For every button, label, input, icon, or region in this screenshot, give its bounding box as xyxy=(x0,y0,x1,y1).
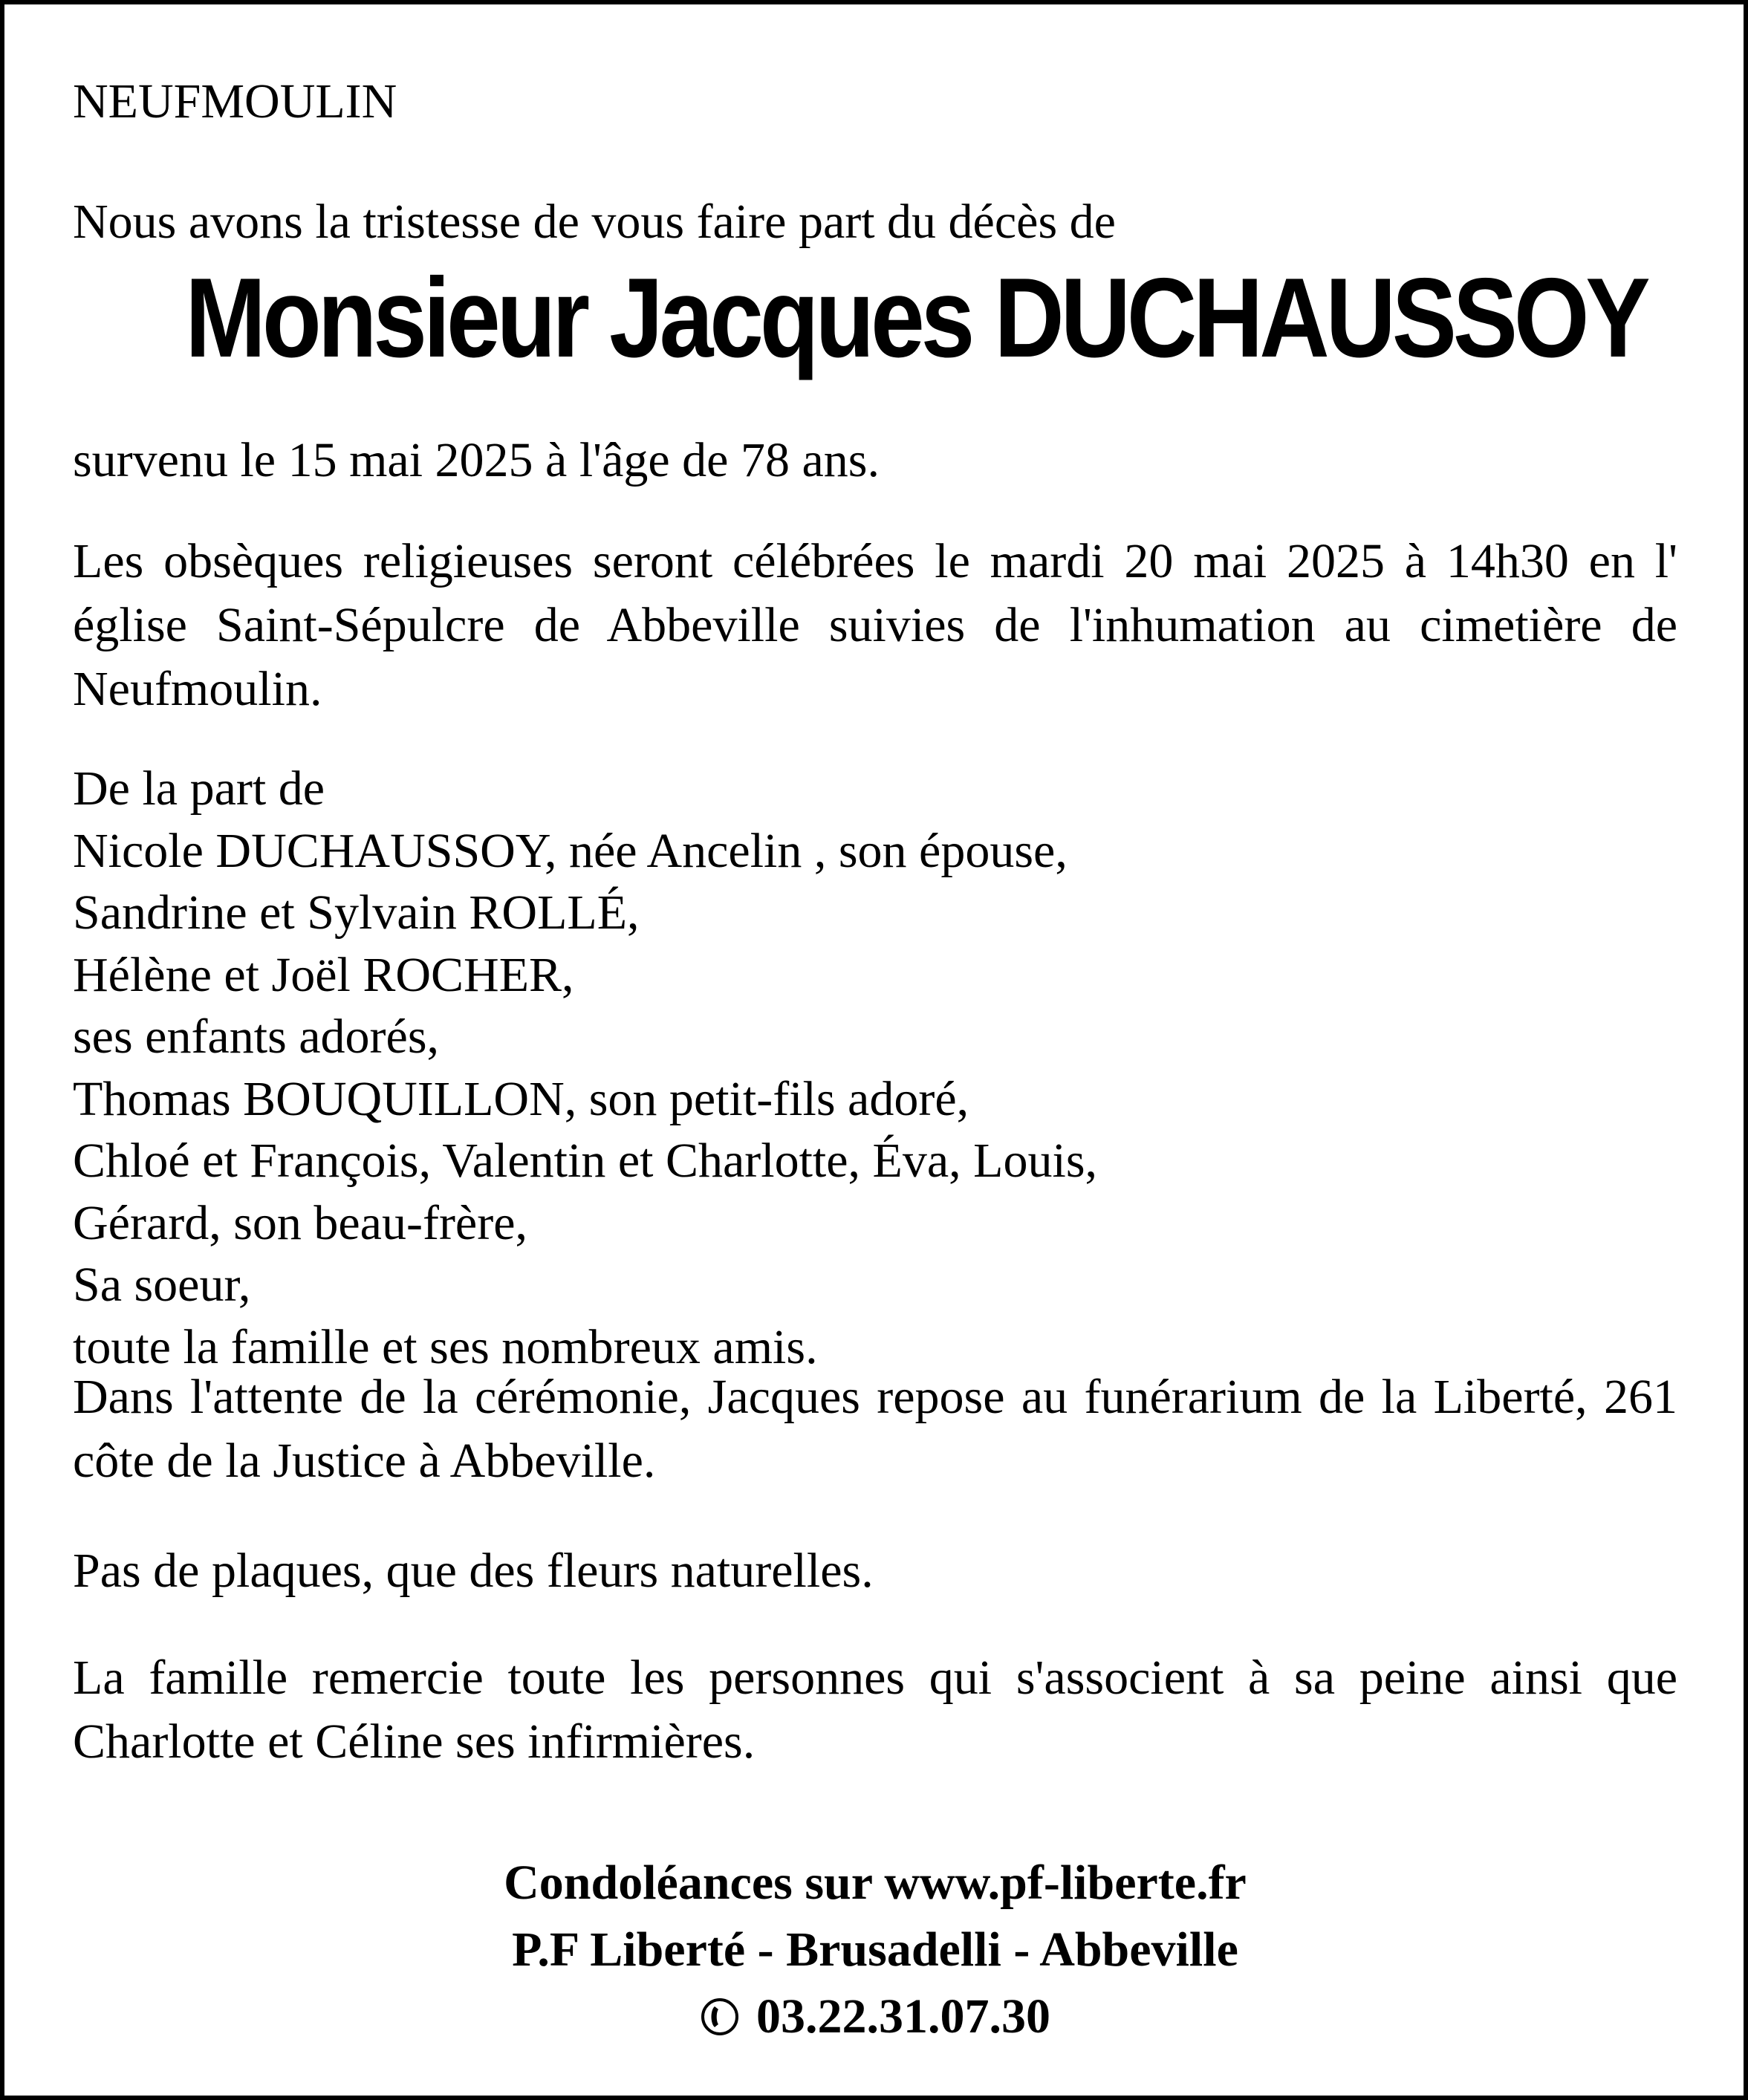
phone-line xyxy=(73,1983,1677,2050)
family-line: Sa soeur, xyxy=(73,1258,251,1312)
family-line: Hélène et Joël ROCHER, xyxy=(73,947,574,1002)
flowers-note: Pas de plaques, que des fleurs naturelles. xyxy=(73,1544,874,1598)
intro-text: Nous avons la tristesse de vous faire part du décès de xyxy=(73,195,1116,249)
funeral-home-name: P.F Liberté - Brusadelli - Abbeville xyxy=(512,1922,1238,1977)
family-line: toute la famille et ses nombreux amis. xyxy=(73,1319,818,1374)
town-name: NEUFMOULIN xyxy=(73,74,397,129)
family-line: Thomas BOUQUILLON, son petit-fils adoré, xyxy=(73,1071,969,1126)
family-line: Nicole DUCHAUSSOY, née Ancelin , son épouse, xyxy=(73,823,1068,878)
thanks-text: La famille remercie toute les personnes qui s'associent à sa peine ainsi que Charlotte et Céline ses infirmières. xyxy=(73,1651,1677,1769)
family-line: Sandrine et Sylvain ROLLÉ, xyxy=(73,885,640,940)
phone-icon xyxy=(700,1997,740,2037)
deceased-name: Monsieur Jacques DUCHAUSSOY xyxy=(185,255,1647,381)
family-line: ses enfants adorés, xyxy=(73,1010,440,1064)
condolences-line: Condoléances sur www.pf-liberte.fr xyxy=(504,1856,1247,1910)
family-line: Gérard, son beau-frère, xyxy=(73,1195,527,1250)
rest-location: Dans l'attente de la cérémonie, Jacques repose au funérarium de la Liberté, 261 côte de la Justice à Abbeville. xyxy=(73,1370,1677,1488)
family-list xyxy=(73,758,1097,1378)
phone-number: 03.22.31.07.30 xyxy=(756,1989,1050,2044)
funeral-details: Les obsèques religieuses seront célébrées le mardi 20 mai 2025 à 14h30 en l' église Saint-Sépulcre de Abbeville suivies de l'inhumation au cimetière de Neufmoulin. xyxy=(73,534,1677,716)
funeral-home-footer xyxy=(73,1850,1677,2050)
death-date-line: survenu le 15 mai 2025 à l'âge de 78 ans. xyxy=(73,433,880,487)
family-line: Chloé et François, Valentin et Charlotte, Éva, Louis, xyxy=(73,1134,1098,1188)
family-line: De la part de xyxy=(73,761,325,816)
